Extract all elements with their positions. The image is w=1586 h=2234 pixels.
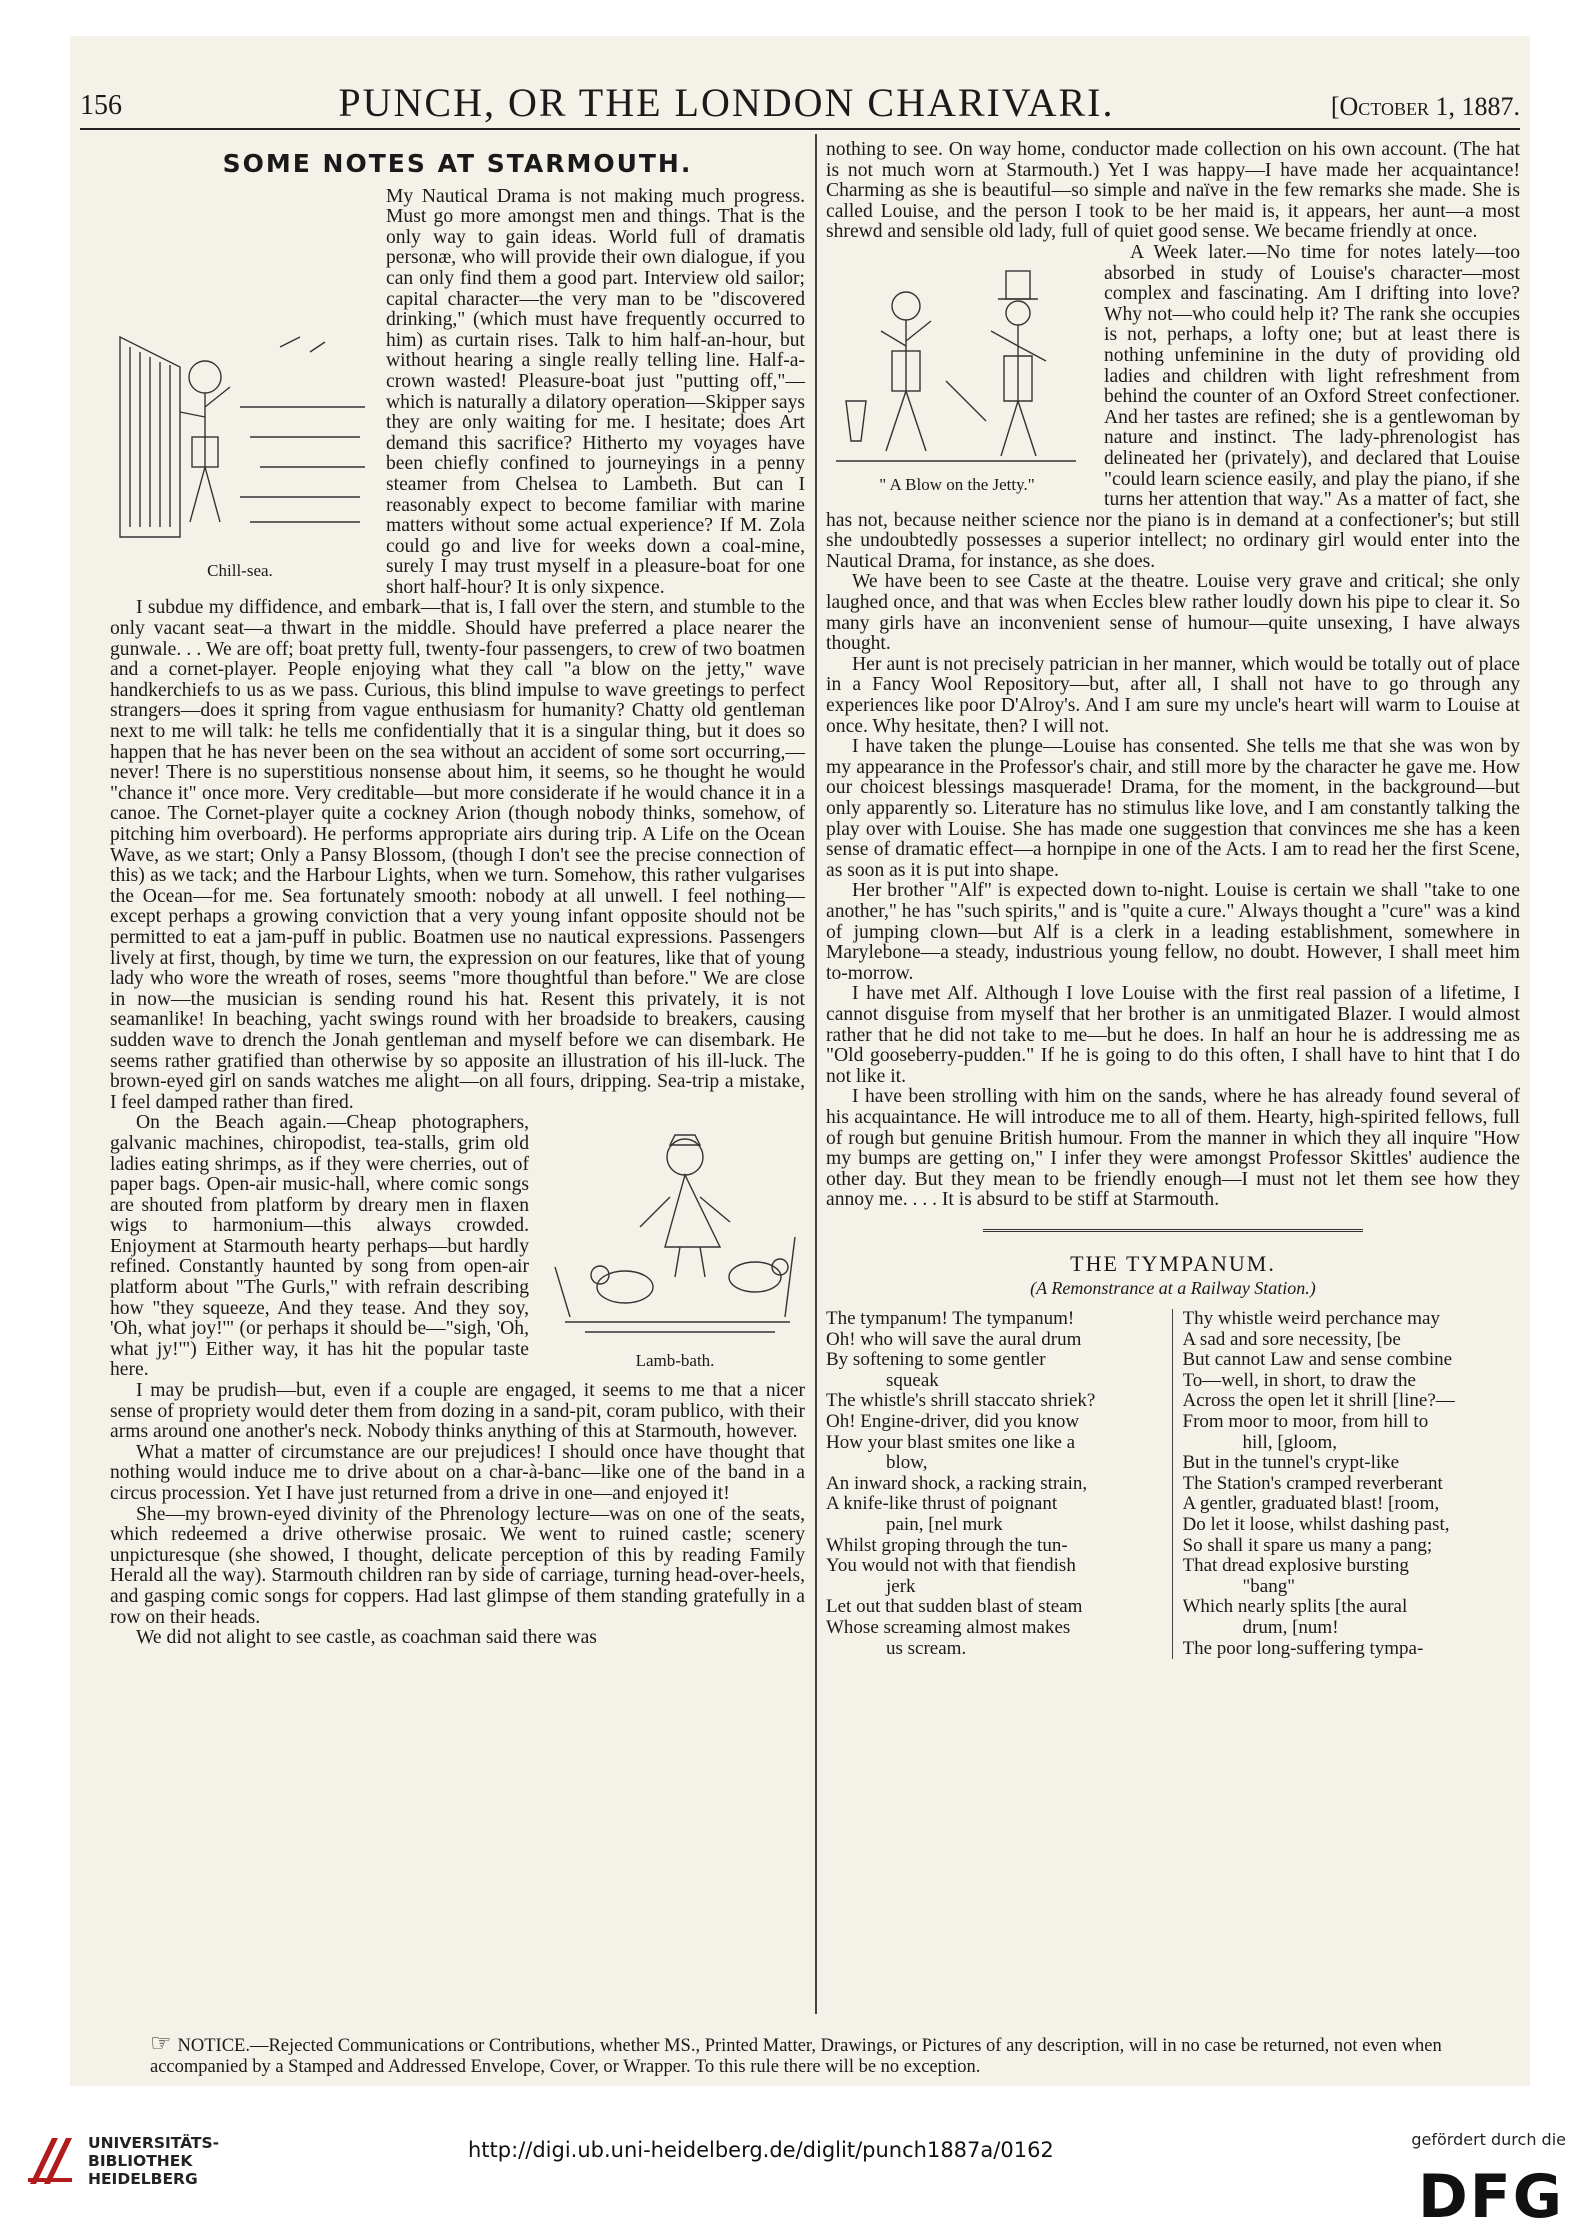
poem-line: Across the open let it shrill [line?— (1182, 1391, 1455, 1412)
paragraph: Her brother "Alf" is expected down to-night. Louise is certain we shall "take to one another," he has "such spirits," and is "quite a cure." Always thought a "cure" was a kind of jumping clown—but Alf is a clerk in a leading establishment, somewhere in Marylebone—a steady, industrious young fellow, no doubt. However, I shall meet him to-morrow. (826, 880, 1520, 984)
masthead-title: PUNCH, OR THE LONDON CHARIVARI. (338, 80, 1115, 125)
paragraph: She—my brown-eyed divinity of the Phrenology lecture—was on one of the seats, which redeemed a drive otherwise prosaic. We went to ruined castle; scenery unpicturesque (she showed, I thought, delicate perception of this by reading Family Herald all the way). Starmouth children ran by side of carriage, turning head-over-heels, and gasping comic songs for coppers. Had last glimpse of them standing gratefully in a row on their heads. (110, 1503, 805, 1628)
poem-line: That dread explosive bursting (1182, 1556, 1409, 1577)
source-url-link[interactable]: http://digi.ub.uni-heidelberg.de/diglit/punch1887a/0162 (468, 2138, 1054, 2162)
chill-sea-caption: Chill-sea. (207, 560, 273, 580)
poem-line: Whilst groping through the tun- (826, 1535, 1068, 1556)
jetty-drawing (826, 251, 1088, 471)
poem-line: To—well, in short, to draw the (1182, 1370, 1416, 1391)
poem-line: So shall it spare us many a pang; (1182, 1535, 1433, 1556)
lamb-bath-drawing (545, 1117, 805, 1347)
paragraph: Her aunt is not precisely patrician in her manner, which would be totally out of place in a Fancy Wool Repository—but, after all, I shall not have to go through any experiences like poor D'Alroy's. And I am sure my uncle's heart will warm to Louise at once. Why hesitate, then? I will not. (826, 653, 1520, 737)
poem-line: The whistle's shrill staccato shriek? (826, 1391, 1096, 1412)
pointing-hand-icon: ☞ (150, 2031, 172, 2057)
poem-line: The tympanum! The tympanum! (826, 1309, 1075, 1330)
poem-line: The Station's cramped reverberant (1182, 1473, 1443, 1494)
blow-on-jetty-illustration (826, 251, 1088, 495)
lamb-bath-caption: Lamb-bath. (635, 1351, 715, 1371)
poem-line: Oh! who will save the aural drum (826, 1329, 1082, 1350)
paragraph: I may be prudish—but, even if a couple are engaged, it seems to me that a nicer sense of propriety would deter them from dozing in a sand-pit, coram publico, with their arms around one another's neck. Nobody thinks anything of this at Starmouth, however. (110, 1380, 805, 1443)
poem-line: drum, [num! (1242, 1617, 1339, 1638)
poem-line: But in the tunnel's crypt-like (1182, 1453, 1400, 1474)
poem-line: A sad and sore necessity, [be (1182, 1329, 1401, 1350)
poem-line: An inward shock, a racking strain, (826, 1473, 1088, 1494)
paragraph: We have been to see Caste at the theatre. Louise very grave and critical; she only laughed once, and that was when Eccles blew rather loudly down his pipe to clear it. So many girls have an inconvenient sense of humour—quite unsexing, I have always thought. (826, 571, 1520, 655)
poem-body (826, 1309, 1520, 1659)
poem-line: Thy whistle weird perchance may (1182, 1309, 1440, 1330)
poem-line: A gentler, graduated blast! [room, (1182, 1494, 1440, 1515)
chill-sea-illustration (110, 307, 370, 581)
paragraph: I subdue my diffidence, and embark—that is, I fall over the stern, and stumble to the only vacant seat—a thwart in the middle. Should have preferred a place nearer the gunwale. . . We are off; boat pretty full, twenty-four passengers, to crew of two boatmen and a cornet-player. People enjoying what they call "a blow on the jetty," wave handkerchiefs to us as we pass. Curious, this blind impulse to wave greetings to perfect strangers—does it spring from vague enthusiasm for humanity? Chatty old gentleman next to me will talk: he tells me confidentially that it is a singular thing, but it does so happen that he has never been on the sea without an accident of some sort occurring,—never! There is no superstitious nonsense about him, it seems, so he thought he would "chance it" once more. Very creditable—but more considerate if he would chance it in a canoe. The Cornet-player quite a cockney Arion (though nobody thinks, somehow, of pitching him overboard). He performs appropriate airs during trip. A Life on the Ocean Wave, as we start; Only a Pansy Blossom, (though I don't see the precise connection of this) as we tack; and the Harbour Lights, when we turn. Somehow, this rather vulgarises the Ocean—for me. Sea fortunately smooth: nobody at all unwell. I feel nothing—except perhaps a growing conviction that a very young infant opposite should not be permitted to eat a jam-puff in public. Boatmen use no nautical expressions. Passengers lively at first, though, by time we turn, the expression on our features, like that of young lady who wore the wreath of roses, seems "more thoughtful than before." We are close in now—the musician is sending round his hat. Resent this privately, it is not seamanlike! In beaching, yacht swings round with her broadside to breakers, causing sudden wave to drench the Jonah gentleman and myself before we can disembark. He seems rather gratified than otherwise by so apposite an illustration of his ill-luck. The brown-eyed girl on sands watches me alight—on all fours, dripping. Sea-trip a mistake, I feel damped rather than fired. (110, 597, 805, 1113)
poem-line: You would not with that fiendish (826, 1556, 1076, 1577)
paragraph: I have been strolling with him on the sands, where he has already found several of his acquaintance. He will introduce me to all of them. Hearty, high-spirited fellows, full of rough but genuine British humour. From the manner in which they all inquire "How my bumps are getting on," I infer they were amongst Professor Skittles' audience the other day. But they mean to be friendly enough—I must not let them see how they annoy me. . . . It is absurd to be stiff at Starmouth. (826, 1086, 1520, 1211)
university-library-logo-icon (22, 2132, 78, 2188)
bather-drawing (110, 307, 370, 557)
dfg-logo: DFG (1417, 2162, 1564, 2232)
notice (150, 2031, 1520, 2078)
paragraph: We did not alight to see castle, as coachman said there was (136, 1627, 597, 1649)
poem-line: Let out that sudden blast of steam (826, 1597, 1083, 1618)
poem-line: jerk (886, 1576, 916, 1597)
paragraph: On the Beach again.—Cheap photographers, galvanic machines, chiropodist, tea-stalls, grim old ladies eating shrimps, as if they were cherries, out of paper bags. Open-air music-hall, where comic songs are shouted from platform by dreary men in flaxen wigs to harmonium—this always crowded. Enjoyment at Starmouth hearty perhaps—but hardly refined. Constantly haunted by song from open-air platform about "The Gurls," with refrain describing how "they squeeze, And they tease. And they soy, 'Oh, what joy!'" (or perhaps it should be—"sigh, 'Oh, what jy!'") Either way, it has hit the popular taste here. (110, 1112, 529, 1381)
poem-line: How your blast smites one like a (826, 1432, 1076, 1453)
poem-line: pain, [nel murk (886, 1515, 1003, 1535)
poem-line: Oh! Engine-driver, did you know (826, 1412, 1080, 1433)
issue-date: [October 1, 1887. (1330, 92, 1520, 121)
poem-line: Whose screaming almost makes (826, 1617, 1071, 1638)
page-header (80, 80, 1520, 130)
poem-line: Do let it loose, whilst dashing past, (1182, 1515, 1450, 1535)
paragraph: What a matter of circumstance are our prejudices! I should once have thought that nothing would induce me to drive about on a char-à-banc—like one of the band in a circus procession. Yet I have just returned from a drive in one—and enjoyed it! (110, 1441, 805, 1504)
poem-line: hill, [gloom, (1242, 1432, 1337, 1453)
poem-subtitle: (A Remonstrance at a Railway Station.) (1030, 1278, 1316, 1299)
left-column (110, 140, 805, 1649)
poem-line: Which nearly splits [the aural (1182, 1597, 1408, 1618)
poem-line: blow, (886, 1453, 928, 1474)
funding-label: gefördert durch die (1411, 2130, 1566, 2149)
poem-line: "bang" (1242, 1576, 1295, 1597)
poem-line: But cannot Law and sense combine (1182, 1350, 1453, 1371)
page-number: 156 (80, 90, 122, 121)
notice-text: NOTICE.—Rejected Communications or Contributions, whether MS., Printed Matter, Drawings, or Pictures of any description, will in no case be returned, not even when accompanied by a Stamped and Addressed Envelope, Cover, or Wrapper. To this rule there will be no exception. (150, 2036, 1442, 2077)
poem-column-right (1183, 1309, 1521, 1659)
paragraph: A Week later.—No time for notes lately—too absorbed in study of Louise's character—most complex and fascinating. Am I drifting into love? Why not—who could help it? The rank she occupies is not, perhaps, a lofty one; but at least there is nothing unfeminine in the duty of providing old ladies and children with light refreshment from behind the counter of an Oxford Street confectioner. And her tastes are refined; she is a gentlewoman by nature and instinct. The lady-phrenologist has delineated her (privately), and declared that Louise "could learn science easily, and play the piano, if she turns her attention that way." As a matter of fact, she has not, because neither science nor the piano is in demand at a confectioner's; but still she undoubtedly possesses a superior intellect; no ordinary girl would enter into the Nautical Drama, for instance, as she does. (826, 241, 1520, 572)
library-name-line: BIBLIOTHEK (88, 2152, 193, 2170)
poem-line: The poor long-suffering tympa- (1182, 1638, 1424, 1659)
poem-line: squeak (886, 1370, 939, 1391)
section-divider (983, 1229, 1363, 1232)
paragraph: nothing to see. On way home, conductor made collection on his own account. (The hat is not much worn at Starmouth.) Yet I was happy—I have made her acquaintance! Charming as she is beautiful—so simple and naïve in the few remarks she made. She is called Louise, and the person I took to be her maid is, it appears, her aunt—a most shrewd and sensible old lady, full of quiet good sense. We became friendly at once. (826, 139, 1520, 243)
library-name-line: UNIVERSITÄTS- (88, 2134, 220, 2152)
library-name (88, 2134, 219, 2188)
poem-line: From moor to moor, from hill to (1182, 1412, 1429, 1433)
poem-line: A knife-like thrust of poignant (826, 1494, 1058, 1515)
poem-line: us scream. (886, 1638, 967, 1659)
column-divider (815, 134, 817, 2014)
paragraph: My Nautical Drama is not making much progress. Must go more amongst men and things. That is the only way to gain ideas. World full of dramatis personæ, who will provide their own dialogue, if you can only find them a good part. Interview old sailor; capital character—the very man to be "discovered drinking," (which must have frequently occurred to him) as curtain rises. Talk to him half-an-hour, but without hearing a single really telling line. Half-a-crown wasted! Pleasure-boat just "putting off,"—which is naturally a dilatory operation—Skipper says they are only waiting for me. I hesitate; does Art demand this sacrifice? Hitherto my voyages have been chiefly confined to journeyings in a penny steamer from Chelsea to Lambeth. But can I reasonably expect to become familiar with marine matters without some actual experience? If M. Zola could go and live for weeks down a coal-mine, surely I may trust myself in a pleasure-boat for one short half-hour? It is only sixpence. (386, 185, 805, 598)
poem-column-left (826, 1309, 1173, 1659)
poem-title: THE TYMPANUM. (1070, 1250, 1276, 1276)
blow-on-jetty-caption: " A Blow on the Jetty." (879, 474, 1035, 494)
lamb-bath-illustration (545, 1117, 805, 1371)
paragraph: I have met Alf. Although I love Louise with the first real passion of a lifetime, I cannot disguise from myself that her brother is an unmitigated Blazer. I would almost rather that he did not take to me—but he does. In half an hour he is addressing me as "Old gooseberry-pudden." If he is going to do this often, I shall have to hint that I do not like it. (826, 983, 1520, 1087)
poem-line: By softening to some gentler (826, 1350, 1046, 1371)
paragraph: I have taken the plunge—Louise has consented. She tells me that she was won by my appearance in the Professor's chair, and still more by the character he gave me. How our choicest blessings masquerade! Drama, for the moment, in the background—but only apparently so. Literature has no stimulus like love, and I am constantly talking the play over with Louise. She has made one suggestion that convinces me she has a keen sense of dramatic effect—a hornpipe in one of the Acts. I am to read her the first Scene, as soon as it is put into shape. (826, 736, 1520, 881)
right-column (826, 140, 1520, 1659)
article-title: SOME NOTES AT STARMOUTH. (222, 149, 693, 178)
library-name-line: HEIDELBERG (88, 2170, 198, 2188)
